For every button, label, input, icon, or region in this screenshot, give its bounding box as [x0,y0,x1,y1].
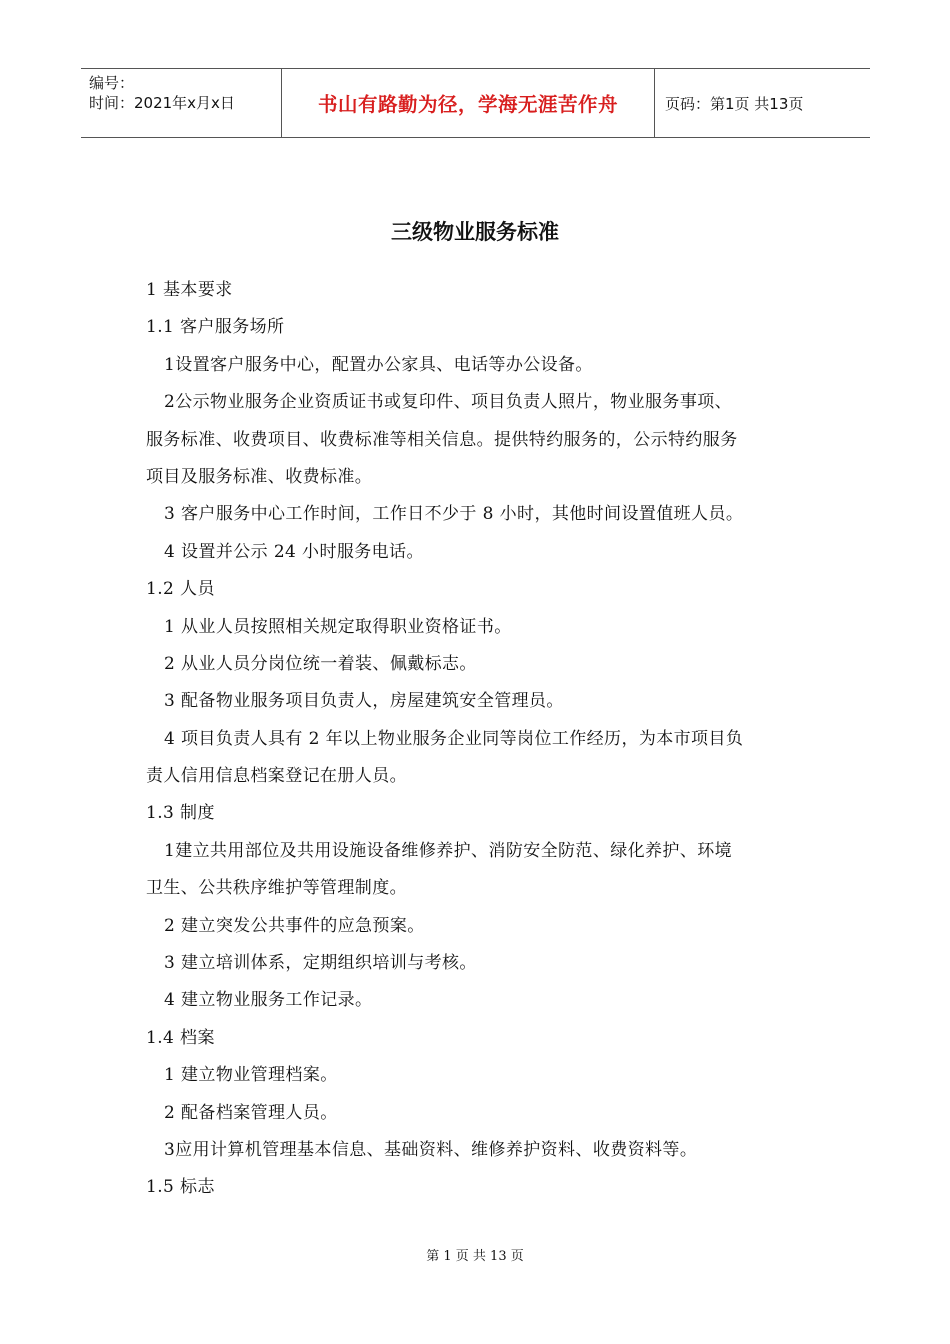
header-motto-cell [281,69,655,137]
body-line: 2公示物业服务企业资质证书或复印件、项目负责人照片，物业服务事项、 [164,392,733,413]
body-line: 3 客户服务中心工作时间，工作日不少于 8 小时，其他时间设置值班人员。 [164,504,744,525]
body-line: 1.5 标志 [146,1177,215,1198]
body-line: 1建立共用部位及共用设施设备维修养护、消防安全防范、绿化养护、环境 [164,840,733,861]
body-line: 4 设置并公示 24 小时服务电话。 [164,541,424,562]
body-line: 1设置客户服务中心，配置办公家具、电话等办公设备。 [164,354,593,375]
body-line: 1 建立物业管理档案。 [164,1065,338,1086]
date-label: 时间：2021年x月x日 [89,94,235,112]
body-line: 4 项目负责人具有 2 年以上物业服务企业同等岗位工作经历，为本市项目负 [164,728,744,749]
body-line: 3 配备物业服务项目负责人，房屋建筑安全管理员。 [164,691,564,712]
header-table [81,68,870,138]
body-line: 1.4 档案 [146,1027,215,1048]
body-line: 3 建立培训体系，定期组织培训与考核。 [164,953,477,974]
body-line: 1.3 制度 [146,803,215,824]
body-line: 1.1 客户服务场所 [146,317,285,338]
header-page-info: 页码：第1页 共13页 [665,94,804,113]
body-line: 4 建立物业服务工作记录。 [164,990,373,1011]
document-body [146,272,806,1207]
body-line: 项目及服务标准、收费标准。 [146,466,373,487]
body-line: 3应用计算机管理基本信息、基础资料、维修养护资料、收费资料等。 [164,1139,698,1160]
body-line: 1.2 人员 [146,579,215,600]
motto-text: 书山有路勤为径，学海无涯苦作舟 [317,93,618,116]
header-meta [81,69,281,137]
body-line: 卫生、公共秩序维护等管理制度。 [146,878,407,899]
body-line: 2 建立突发公共事件的应急预案。 [164,915,425,936]
body-line: 2 配备档案管理人员。 [164,1102,338,1123]
body-line: 责人信用信息档案登记在册人员。 [146,766,407,787]
body-line: 2 从业人员分岗位统一着装、佩戴标志。 [164,653,477,674]
body-line: 1 从业人员按照相关规定取得职业资格证书。 [164,616,512,637]
body-line: 服务标准、收费项目、收费标准等相关信息。提供特约服务的，公示特约服务 [146,429,738,450]
page-footer: 第 1 页 共 13 页 [426,1249,524,1264]
document-title: 三级物业服务标准 [391,220,559,244]
body-line: 1 基本要求 [146,280,233,300]
number-label: 编号： [89,74,135,92]
